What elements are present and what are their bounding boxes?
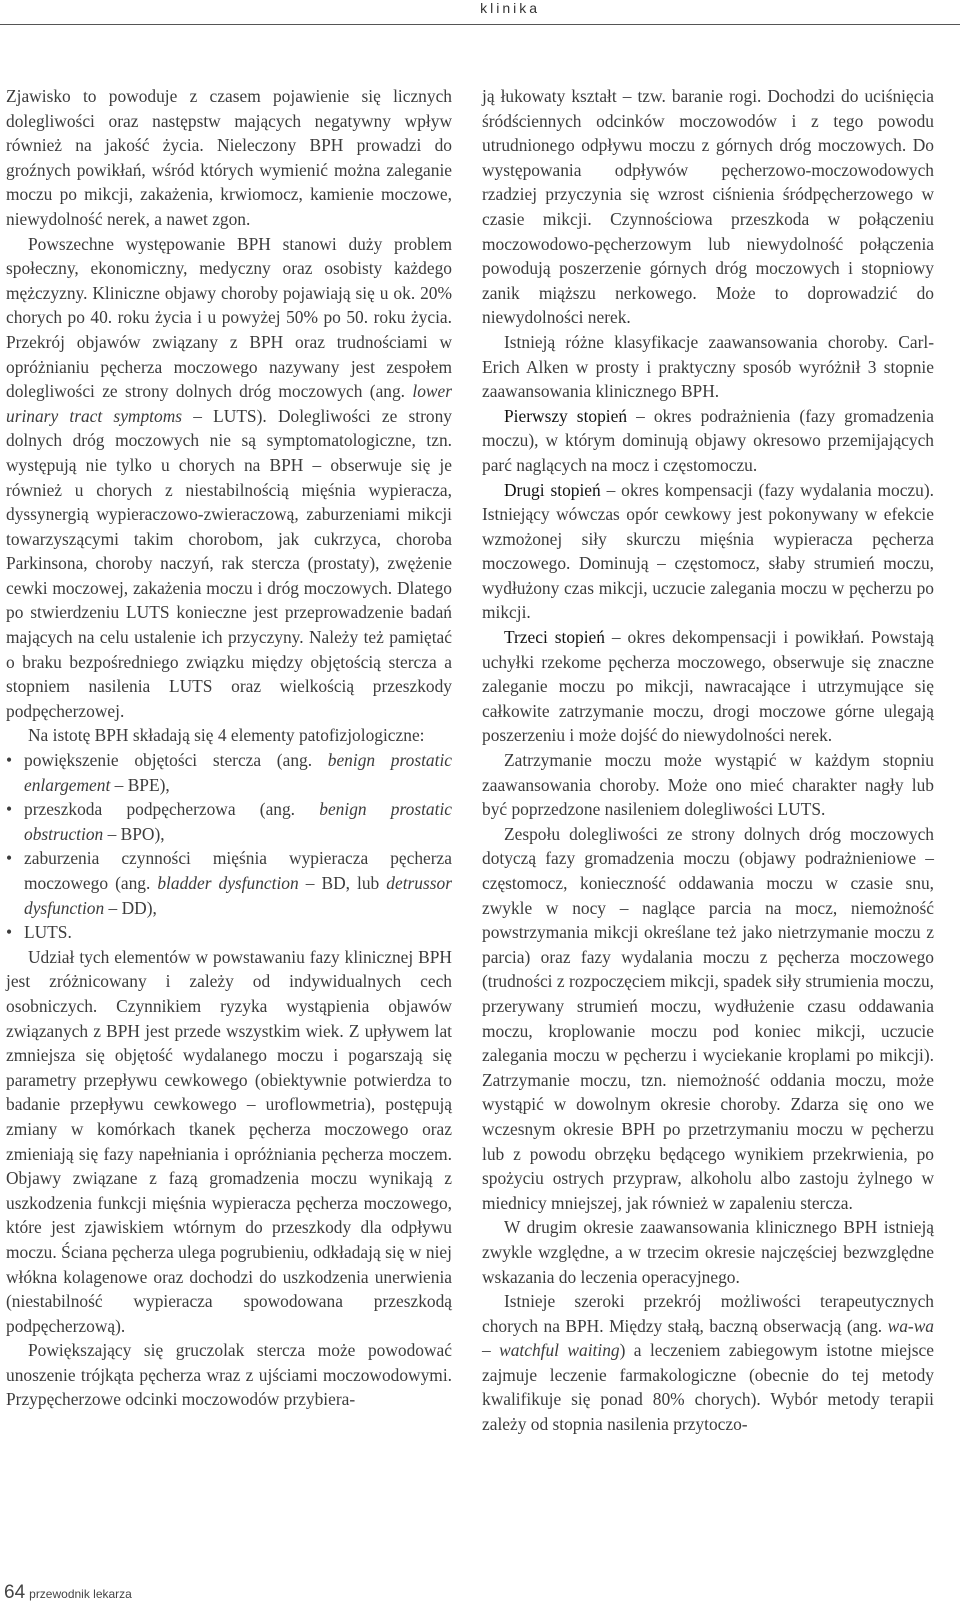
stage-term: Trzeci stopień — [504, 627, 605, 648]
paragraph: Drugi stopień – okres kompensacji (fazy wydalania moczu). Istniejący wówczas opór cewkowy jest pokonywany w efekcie wzmożonej siły skurczu mięśnia wypieracza pęcherza moczowego. Dominują – częstomocz, słaby strumień moczu, wydłużony czas mikcji, uczucie zalegania moczu w pęcherzu po mikcji. — [482, 479, 934, 623]
bullet-icon: • — [6, 922, 13, 943]
paragraph: Zjawisko to powoduje z czasem pojawienie się licznych dolegliwości oraz następstw mających negatywny wpływ również na jakość życia. Nieleczony BPH prowadzi do groźnych powikłań, wśród których wymienić można zaleganie moczu po mikcji, zakażenia, krwiomocz, kamienie moczowe, niewydolność nerek, a nawet zgon. — [6, 86, 452, 229]
stage-term: Pierwszy stopień — [504, 405, 628, 426]
header-rule — [0, 24, 960, 25]
bullet-icon: • — [6, 799, 13, 820]
list-item: • zaburzenia czynności mięśnia wypieracza pęcherza moczowego (ang. bladder dysfunction – BD, lub detrussor dysfunction – DD), — [6, 848, 452, 918]
paragraph: Na istotę BPH składają się 4 elementy patofizjologiczne: — [28, 725, 425, 746]
paragraph: Istnieją różne klasyfikacje zaawansowania choroby. Carl-Erich Alken w prosty i praktyczny sposób wyróżnił 3 stopnie zaawansowania klinicznego BPH. — [482, 331, 934, 402]
paragraph: Istnieje szeroki przekrój możliwości terapeutycznych chorych na BPH. Między stałą, baczną obserwacją (ang. wa-wa – watchful waiting) a leczeniem zabiegowym istotne miejsce zajmuje leczenie farmakologiczne (obecnie do tej metody kwalifikuje się ponad 80% chorych). Wybór metody terapii zależy od stopnia nasilenia przytoczo- — [482, 1291, 934, 1435]
english-term: wa-wa – watchful waiting — [482, 1315, 934, 1361]
bullet-icon: • — [6, 848, 13, 869]
paragraph: Pierwszy stopień – okres podrażnienia (fazy gromadzenia moczu), w którym dominują objawy okresowo przemijających parć naglących na mocz i częstomoczu. — [482, 405, 934, 475]
page-footer — [4, 1582, 132, 1604]
paragraph: Zespołu dolegliwości ze strony dolnych dróg moczowych dotyczą fazy gromadzenia moczu (objawy podrażnieniowe – częstomocz, konieczność oddawania moczu w czasie snu, zwykle w nocy – naglące parcia na mocz, niemożność powstrzymania mikcji określane też jako nietrzymanie moczu z parcia) oraz fazy wydalania moczu z pęcherza moczowego (trudności z rozpoczęciem mikcji, spadek siły strumienia moczu, przerywany strumień moczu, wydłużenie czasu oddawania moczu, kroplowanie moczu pod koniec mikcji, uczucie zalegania moczu w pęcherzu i wyciekanie kroplami po mikcji). Zatrzymanie moczu, tzn. niemożność oddania moczu, może wystąpić w dowolnym okresie choroby. Zdarza się ono we wczesnym okresie BPH po przetrzymaniu moczu w pęcherzu lub z powodu obrzęku będącego wynikiem przekrwienia, po spożyciu ostrych przypraw, alkoholu albo zastoju żylnego w miednicy mniejszej, jak również w zapaleniu stercza. — [482, 823, 934, 1213]
stage-term: Drugi stopień — [504, 479, 601, 500]
list-item: • LUTS. — [6, 920, 452, 945]
paragraph: Powiększający się gruczolak stercza może powodować unoszenie trójkąta pęcherza wraz z ujściami moczowodowymi. Przypęcherzowe odcinki moczowodów przybiera- — [6, 1340, 452, 1410]
english-term: lower urinary tract symptoms — [6, 381, 452, 426]
paragraph: W drugim okresie zaawansowania klinicznego BPH istnieją zwykle względne, a w trzecim okresie najczęściej bezwzględne wskazania do leczenia operacyjnego. — [482, 1217, 934, 1287]
publication-name: przewodnik lekarza — [29, 1587, 132, 1601]
paragraph: Udział tych elementów w powstawaniu fazy klinicznej BPH jest zróżnicowany i zależy od indywidualnych cech osobniczych. Czynnikiem ryzyka wystąpienia objawów związanych z BPH jest przede wszystkim wiek. Z upływem lat zmniejsza się objętość wydalanego moczu i pogarszają się parametry przepływu cewkowego (obiektywnie potwierdza to badanie przepływu cewkowego – uroflowmetria), postępują zmiany w komórkach tkanek pęcherza moczowego oraz zmieniają się fazy napełniania i opróżniania pęcherza moczem. Objawy związane z fazą gromadzenia moczu wynikają z uszkodzenia funkcji mięśnia wypieracza pęcherza moczowego, które jest zjawiskiem wtórnym do przeszkody dla odpływu moczu. Ściana pęcherza ulega pogrubieniu, odkładają się w niej włókna kolagenowe oraz dochodzi do uszkodzenia unerwienia (niestabilność wypieracza spowodowana przeszkodą podpęcherzową). — [6, 946, 452, 1336]
paragraph: Trzeci stopień – okres dekompensacji i powikłań. Powstają uchyłki rzekome pęcherza moczowego, obserwuje się znaczne zaleganie moczu po mikcji, nawracające i utrzymujące się całkowite zatrzymanie moczu, drogi moczowe górne ulegają poszerzeniu i może dojść do niewydolności nerek. — [482, 627, 934, 746]
left-column — [6, 84, 452, 1412]
right-column — [482, 84, 934, 1437]
list-item: • przeszkoda podpęcherzowa (ang. benign prostatic obstruction – BPO), — [6, 799, 452, 844]
paragraph: Powszechne występowanie BPH stanowi duży problem społeczny, ekonomiczny, medyczny oraz osobisty każdego mężczyzny. Kliniczne objawy choroby pojawiają się u ok. 20% chorych po 40. roku życia i u powyżej 50% po 50. roku życia. Przekrój objawów związany z BPH oraz trudnościami w opróżnianiu pęcherza moczowego nazywany jest zespołem dolegliwości ze strony dolnych dróg moczowych (ang. lower urinary tract symptoms – LUTS). Dolegliwości ze strony dolnych dróg moczowych nie są symptomatologiczne, tzn. występują nie tylko u chorych na BPH – obserwuje się je również u chorych z niestabilnością mięśnia wypieracza, dyssynergią wypieraczowo-zwieraczową, zaburzeniami mikcji towarzyszącymi takim chorobom, jak cukrzyca, choroba Parkinsona, choroby naczyń, rak stercza (prostaty), zwężenie cewki moczowej, zakażenia moczu i dróg moczowych. Dlatego po stwierdzeniu LUTS konieczne jest przeprowadzenie badań mających na celu ustalenie ich przyczyny. Należy też pamiętać o braku bezpośredniego związku między objętością stercza a stopniem nasilenia LUTS oraz wielkością przeszkody podpęcherzowej. — [6, 233, 453, 721]
bullet-list — [6, 748, 452, 945]
page-number: 64 — [4, 1582, 26, 1603]
bullet-icon: • — [6, 750, 13, 771]
page-header — [0, 0, 960, 28]
paragraph: Zatrzymanie moczu może wystąpić w każdym stopniu zaawansowania choroby. Może ono mieć charakter nagły lub być poprzedzone nasileniem dolegliwości LUTS. — [482, 750, 934, 820]
list-item: • powiększenie objętości stercza (ang. benign prostatic enlargement – BPE), — [6, 750, 452, 795]
section-label: klinika — [480, 0, 540, 16]
paragraph: ją łukowaty kształt – tzw. baranie rogi. Dochodzi do uciśnięcia śródściennych odcinków moczowodów i z tego powodu utrudnionego odpływu moczu z górnych dróg moczowych. Do występowania odpływów pęcherzowo-moczowodowych rzadziej przyczynia się wzrost ciśnienia śródpęcherzowego w czasie mikcji. Czynnościowa przeszkoda w połączeniu moczowodowo-pęcherzowym lub niewydolność połączenia powodują poszerzenie górnych dróg moczowych i stopniowy zanik miąższu nerkowego. Może to doprowadzić do niewydolności nerek. — [482, 86, 934, 328]
